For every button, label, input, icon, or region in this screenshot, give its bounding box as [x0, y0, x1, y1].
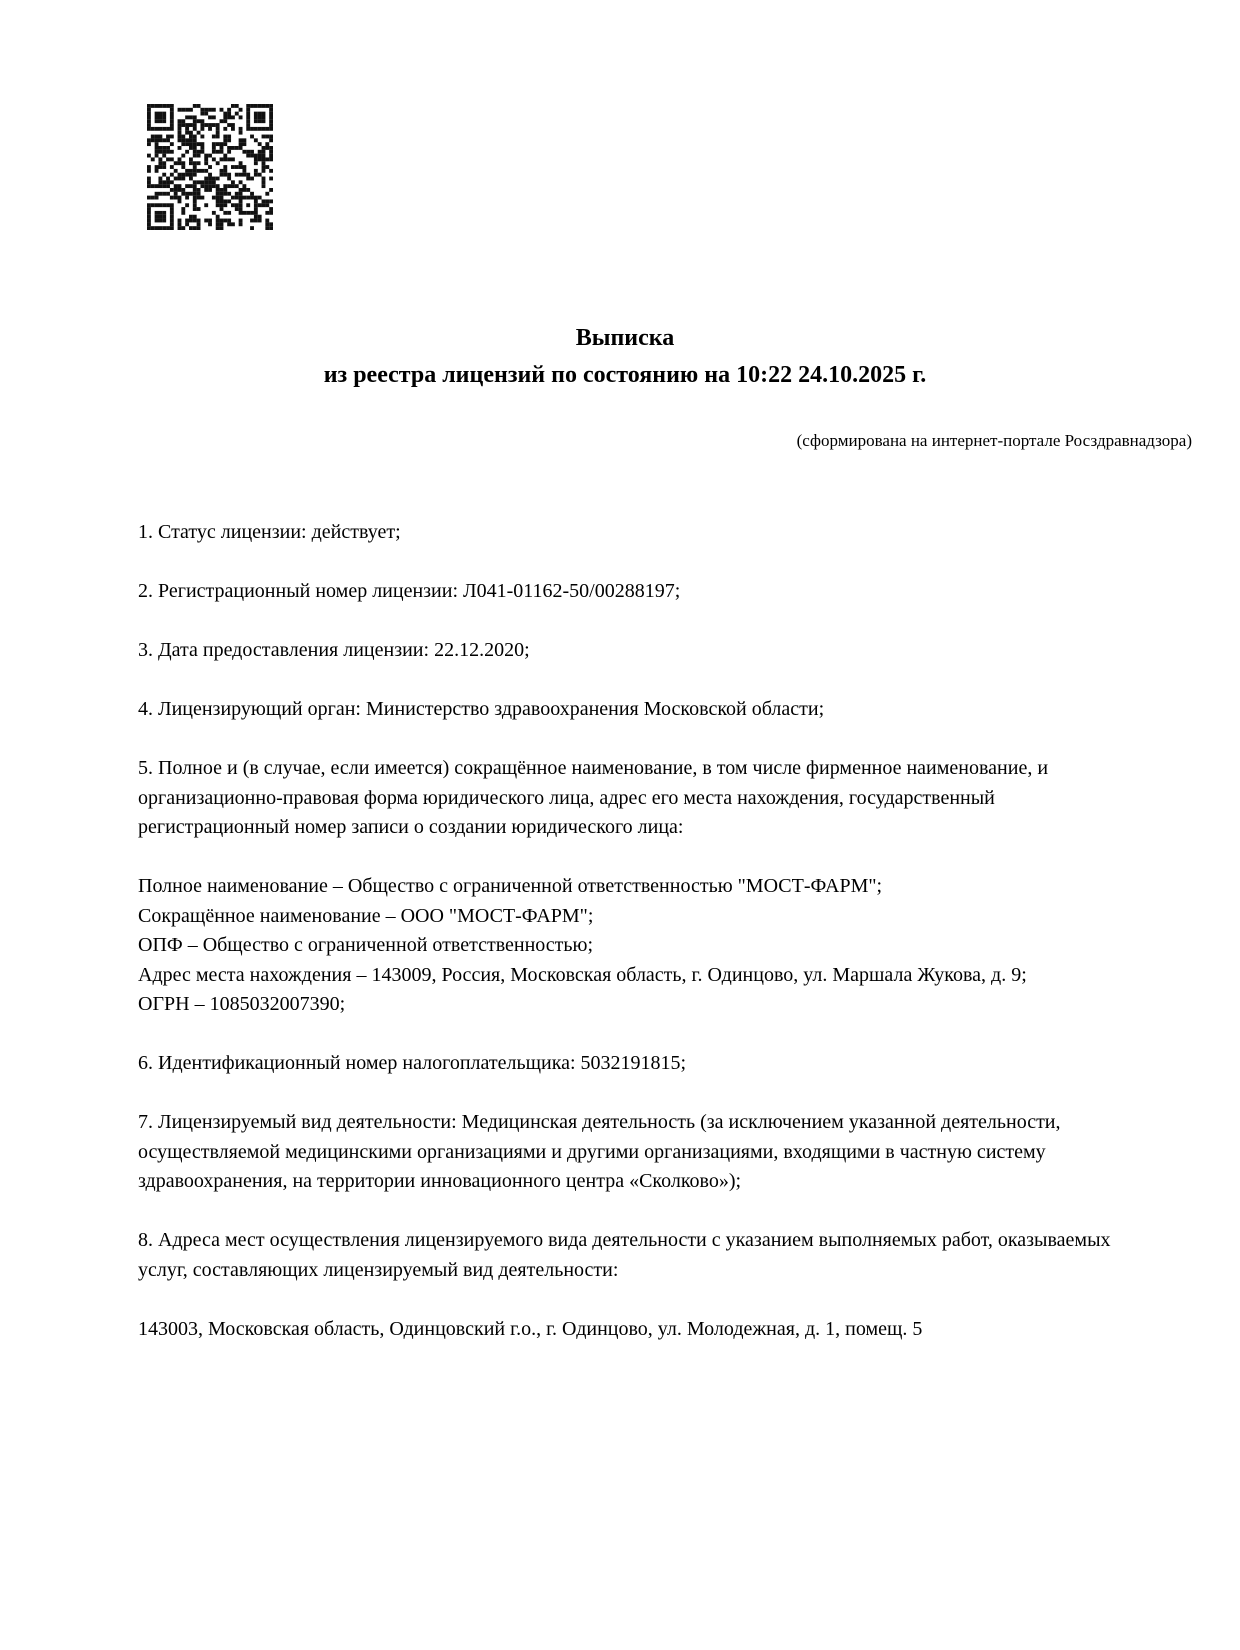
page-title — [120, 320, 1130, 394]
paragraph-licensing-authority: 4. Лицензирующий орган: Министерство здравоохранения Московской области; — [138, 698, 825, 720]
paragraph-licensed-activity: 7. Лицензируемый вид деятельности: Медицинская деятельность (за исключением указанной деятельности, осуществляемой медицинскими организациями и другими организациями, входящими в частную систему здравоохранения, на территории инновационного центра «Сколково»); — [138, 1111, 1061, 1192]
entity-details — [138, 872, 1135, 1020]
formation-note: (сформирована на интернет-портале Росздравнадзора) — [796, 431, 1192, 450]
page-title-line1: Выписка — [575, 325, 675, 351]
paragraph-inn: 6. Идентификационный номер налогоплательщика: 5032191815; — [138, 1052, 687, 1074]
entity-opf: ОПФ – Общество с ограниченной ответственностью; — [138, 934, 594, 956]
entity-address: Адрес места нахождения – 143009, Россия, Московская область, г. Одинцово, ул. Маршала Жукова, д. 9; — [138, 963, 1027, 986]
document-body — [138, 518, 1135, 1344]
paragraph-entity-intro: 5. Полное и (в случае, если имеется) сокращённое наименование, в том числе фирменное наименование, и организационно-правовая форма юридического лица, адрес его места нахождения, государственный регистрационный номер записи о создании юридического лица: — [138, 757, 1049, 838]
page-title-line2: из реестра лицензий по состоянию на 10:22 24.10.2025 г. — [323, 362, 927, 388]
paragraph-work-addresses-intro: 8. Адреса мест осуществления лицензируемого вида деятельности с указанием выполняемых работ, оказываемых услуг, составляющих лицензируемый вид деятельности: — [138, 1229, 1111, 1281]
entity-short-name: Сокращённое наименование – ООО "МОСТ-ФАРМ"; — [138, 904, 594, 927]
entity-ogrn: ОГРН – 1085032007390; — [138, 993, 346, 1015]
qr-code-icon — [147, 104, 273, 230]
paragraph-grant-date: 3. Дата предоставления лицензии: 22.12.2020; — [138, 639, 530, 661]
work-address: 143003, Московская область, Одинцовский г.о., г. Одинцово, ул. Молодежная, д. 1, помещ. 5 — [138, 1317, 923, 1340]
paragraph-registration-number: 2. Регистрационный номер лицензии: Л041-01162-50/00288197; — [138, 580, 681, 602]
entity-full-name: Полное наименование – Общество с ограниченной ответственностью "МОСТ-ФАРМ"; — [138, 875, 883, 897]
paragraph-license-status: 1. Статус лицензии: действует; — [138, 521, 401, 543]
